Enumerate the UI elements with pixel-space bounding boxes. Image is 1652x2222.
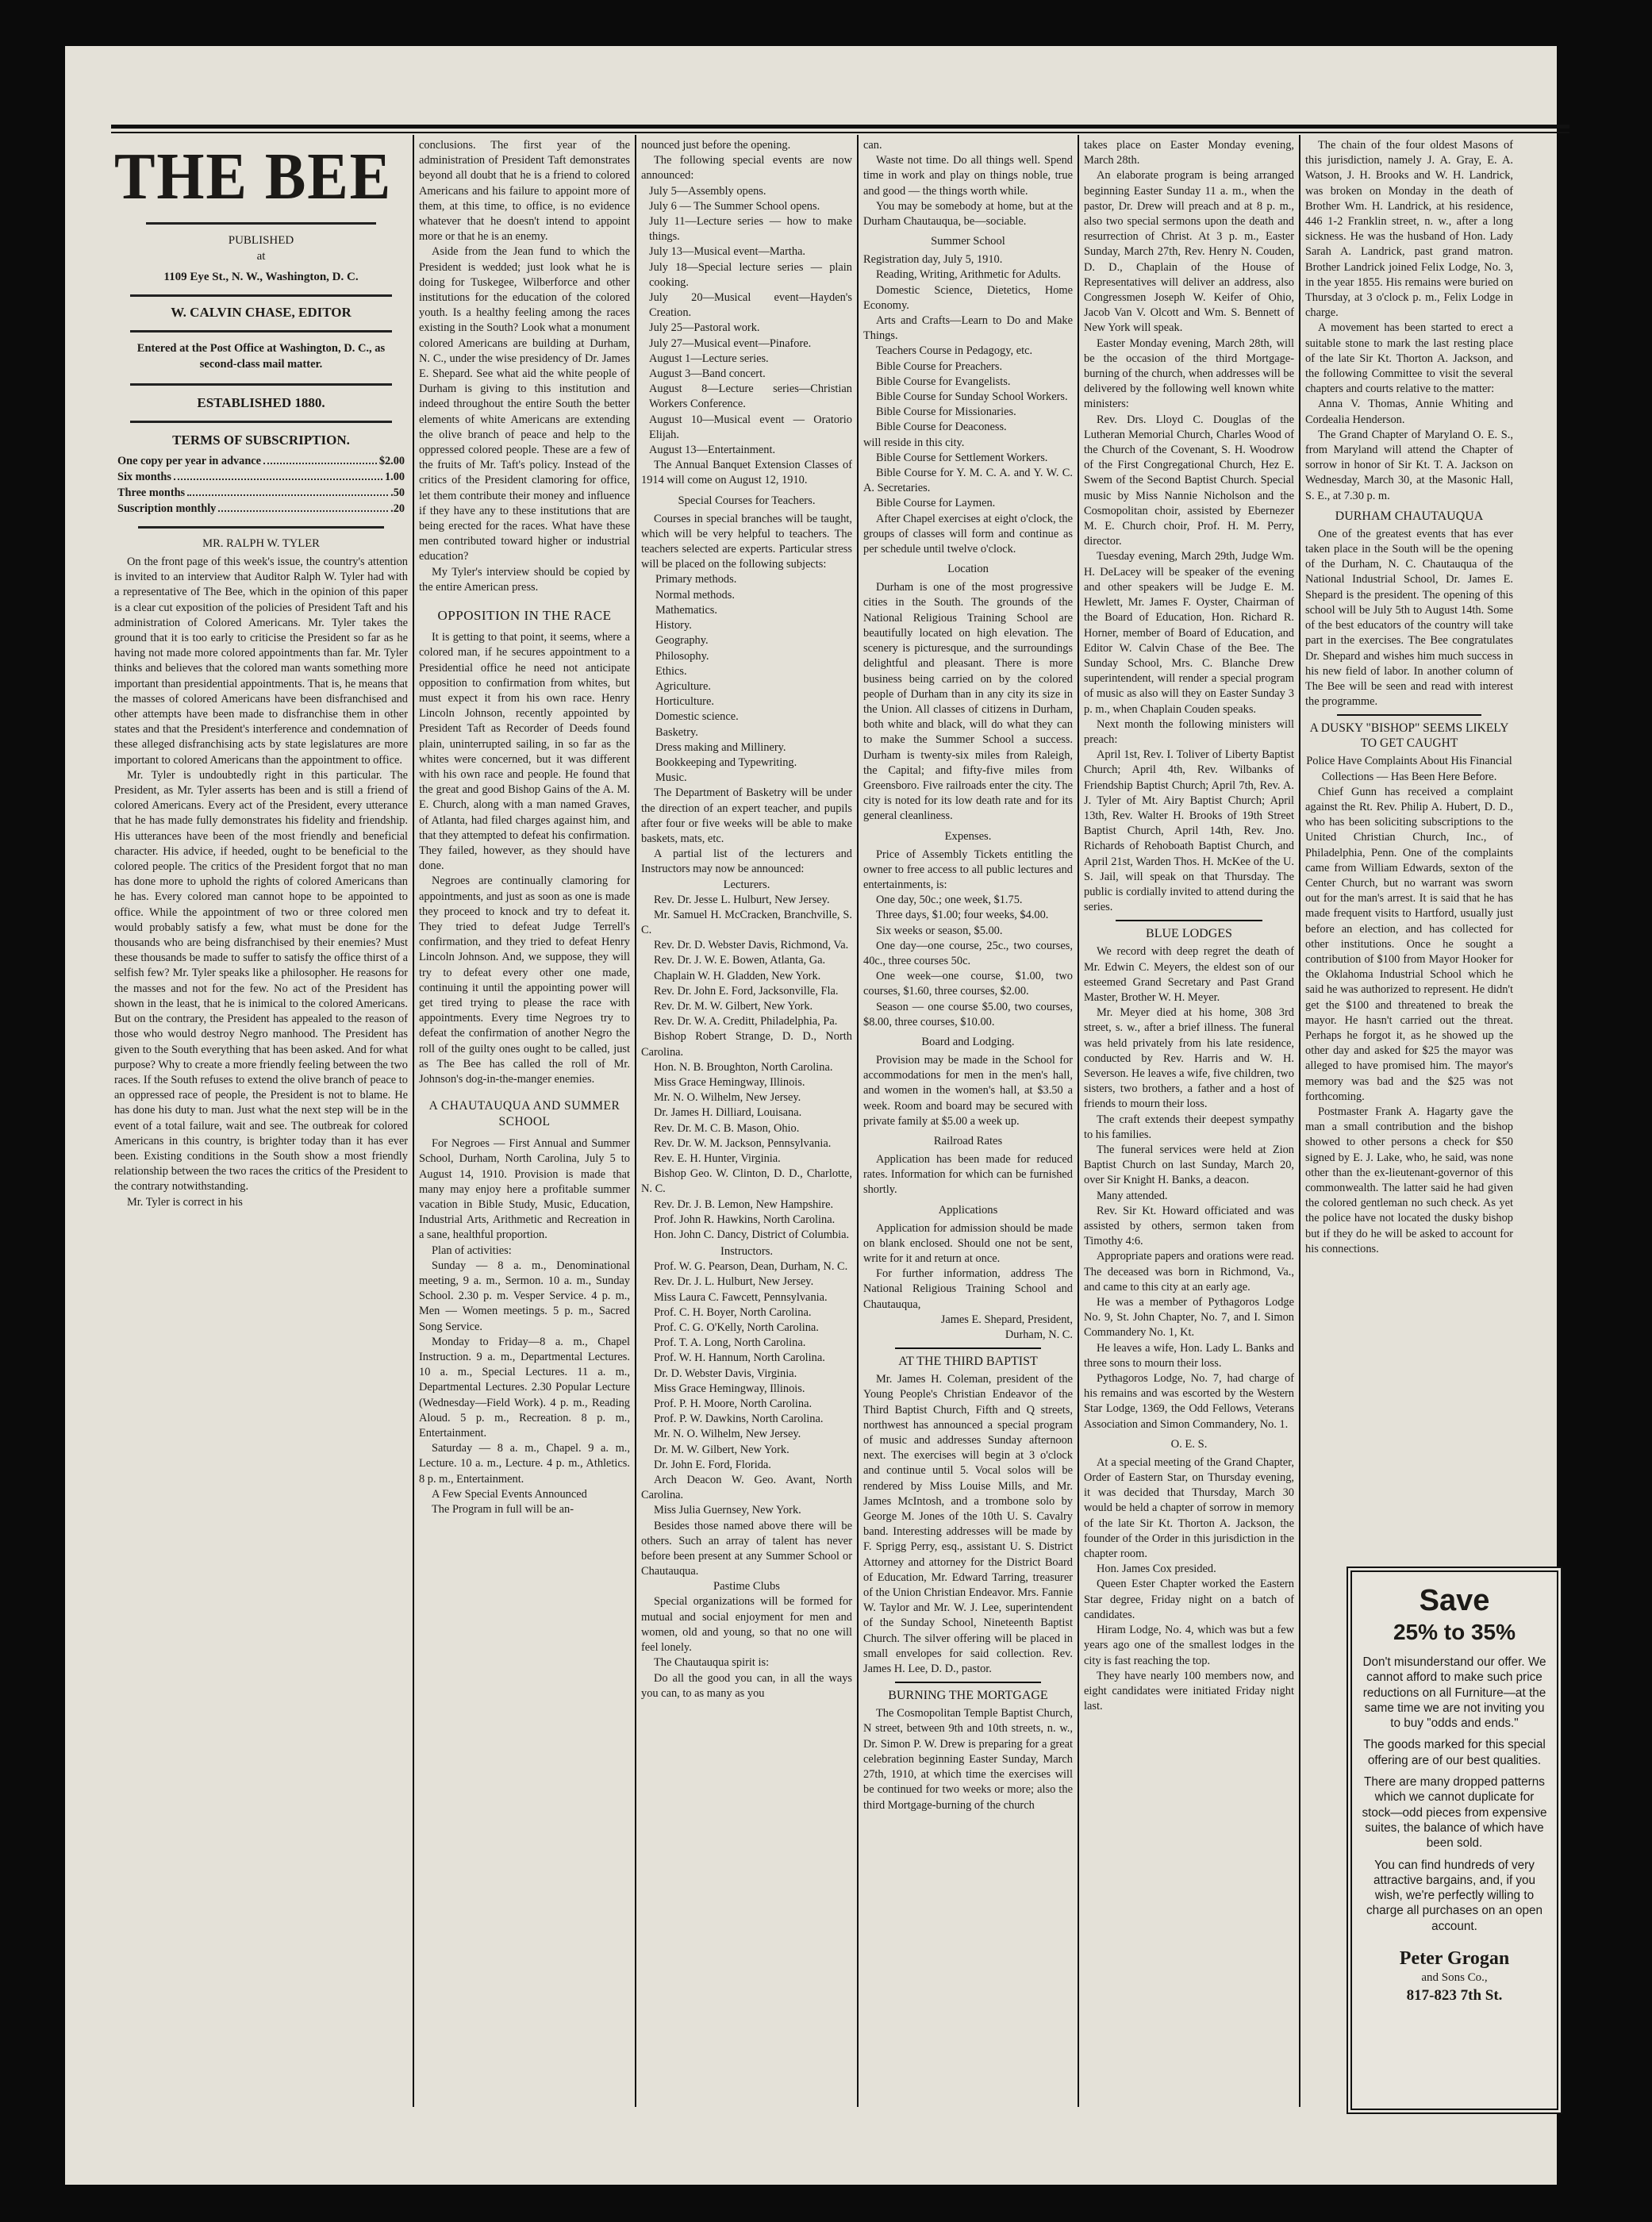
newspaper-page (65, 46, 1557, 2185)
list-item: Ethics. (655, 664, 687, 678)
list-item: Prof. T. A. Long, North Carolina. (654, 1336, 806, 1350)
subscription-row: Six months 1.00 (117, 471, 405, 483)
subscription-row: One copy per year in advance $2.00 (117, 455, 405, 467)
list-item: Rev. Dr. M. C. B. Mason, Ohio. (654, 1121, 800, 1135)
column-3 (641, 138, 852, 2108)
list-item: Mr. Samuel H. McCracken, Branchville, S. C. (641, 908, 852, 936)
article-paragraph: The Annual Banquet Extension Classes of 1914 will come on August 12, 1910. (641, 459, 852, 487)
postal-entry: Entered at the Post Office at Washington, D. C., as second-class mail matter. (136, 342, 386, 371)
list-item: Season — one course $5.00, two courses, $8.00, three courses, $10.00. (863, 1000, 1073, 1028)
list-item: Hon. N. B. Broughton, North Carolina. (654, 1060, 833, 1074)
list-item: Prof. C. H. Boyer, North Carolina. (654, 1305, 812, 1319)
list-item: Reading, Writing, Arithmetic for Adults. (876, 268, 1061, 282)
list-item: Miss Laura C. Fawcett, Pennsylvania. (654, 1290, 828, 1304)
article-heading: BURNING THE MORTGAGE (888, 1689, 1048, 1703)
list-item: Bible Course for Y. M. C. A. and Y. W. C. A. Secretaries. (863, 467, 1073, 495)
article-paragraph: It is getting to that point, it seems, where a colored man, if he secures appointment to a Presidential office he need not anticipate opposition to confirmation from whites, but must expect it from his own race. Henry Lincoln Johnson, recently appointed by President Taft as Recorder of Deeds found plain, uninterrupted sailing, in so far as the whites were concerned, but it was different with his own race and people. He found that the great and good Bishop Gains of the A. M. E. Church, along with a man named Graves, of Atlanta, had filed charges against him, and that they attempted to defeat his confirmation. They failed, however, as they should have done. (419, 631, 630, 873)
section-divider (895, 1682, 1041, 1683)
article-paragraph: Price of Assembly Tickets entitling the owner to free access to all public lectures and entertainments, is: (863, 848, 1073, 891)
article-paragraph: Mr. James H. Coleman, president of the Young People's Christian Endeavor of the Third Baptist Church, Fifth and Q streets, northwest has announced a special program of music and addresses Sunday afternoon next. The exercises will begin at 3 o'clock and continue until 5. Vocal solos will be rendered by Miss Louise Mills, and Mr. James McIntosh, and a trombone solo by George M. Jones of the 10th U. S. Cavalry band. Interesting addresses will be made by F. Sprigg Perry, esq., assistant U. S. District Attorney and attorney for the District Board of Education, Mr. Edward Tarring, treasurer of the Union Christian Endeavor. Mrs. Fannie W. Taylor and Mr. W. J. Lee, superintendent of the Sunday School, Nineteenth Baptist Church. The silver offering will be placed in small envelopes for said collection. Rev. James H. Lee, D. D., pastor. (863, 1373, 1073, 1676)
masthead-divider (130, 294, 392, 297)
article-paragraph: Application for admission should be made on blank enclosed. Should one not be sent, write for it and return at once. (863, 1221, 1073, 1265)
article-paragraph: They have nearly 100 members now, and eight candidates were initiated Friday night last. (1084, 1669, 1294, 1713)
article-paragraph: You may be somebody at home, but at the Durham Chautauqua, be—sociable. (863, 199, 1073, 229)
article-paragraph: Mr. Tyler is correct in his (127, 1195, 243, 1209)
article-paragraph: Rev. Sir Kt. Howard officiated and was assisted by others, sermon taken from Timothy 4:6. (1084, 1204, 1294, 1248)
top-rule-thin (111, 132, 1569, 133)
list-item: Geography. (655, 634, 709, 648)
article-paragraph: Saturday — 8 a. m., Chapel. 9 a. m., Lecture. 10 a. m., Lecture. 4 p. m., Athletics. 8 p. m., Entertainment. (419, 1442, 630, 1486)
list-item: One week—one course, $1.00, two courses, $1.60, three courses, $2.00. (863, 970, 1073, 998)
list-item: Bible Course for Preachers. (876, 359, 1003, 373)
article-heading: OPPOSITION IN THE RACE (437, 608, 612, 624)
subscription-row: Suscription monthly .20 (117, 502, 405, 515)
list-item: Dr. John E. Ford, Florida. (654, 1458, 771, 1471)
ad-address: 817-823 7th St. (1406, 1987, 1503, 2005)
masthead-divider (130, 330, 392, 333)
list-item: will reside in this city. (863, 436, 965, 449)
section-divider (895, 1347, 1041, 1349)
signature: James E. Shepard, President, (940, 1313, 1073, 1326)
article-heading: A DUSKY "BISHOP" SEEMS LIKELY TO GET CAUGHT (1309, 721, 1509, 751)
editor-name: W. CALVIN CHASE, EDITOR (171, 305, 352, 320)
article-paragraph: The Cosmopolitan Temple Baptist Church, N street, between 9th and 10th streets, n. w., Dr. Simon P. W. Drew is preparing for a great celebration beginning Easter Sunday, March 27th, 1910, at which time the exercises will be continued for two weeks or more; also the third Mortgage-burning of the church (863, 1707, 1073, 1812)
column-1 (114, 140, 408, 2108)
article-paragraph: Provision may be made in the School for accommodations for men in the men's hall, and women in the women's hall, at $3.50 a week. Room and board may be secured with private family at $5.00 a week up. (863, 1053, 1073, 1128)
column-5 (1084, 138, 1294, 2108)
article-paragraph: Tuesday evening, March 29th, Judge Wm. H. DeLacey will be speaker of the evening and other speakers will be Judge E. M. Hewlett, Mr. James F. Oyster, Chairman of the Board of Education, Hon. Richard R. Horner, member of Board of Education, and Editor W. Calvin Chase of the Bee. The Sunday School, Mrs. C. Blanche Drew superintendent, will render a special program of music as also will they on Easter Sunday 3 p. m., when Chaplain Couden speaks. (1084, 550, 1294, 716)
section-subheading: Special Courses for Teachers. (678, 494, 816, 507)
list-item: Three days, $1.00; four weeks, $4.00. (876, 909, 1049, 922)
ad-brand: Peter Grogan (1399, 1948, 1510, 1970)
ad-text: Don't misunderstand our offer. We cannot afford to make such price reductions on all Furniture—at the same time we are not inviting you to buy "odds and ends." (1362, 1655, 1546, 1731)
list-item: August 10—Musical event — Oratorio Elijah. (649, 413, 852, 441)
article-heading: BLUE LODGES (1146, 927, 1232, 941)
article-paragraph: Appropriate papers and orations were read. The deceased was born in Richmond, Va., and came to this city at an early age. (1084, 1250, 1294, 1294)
list-item: Music. (655, 771, 687, 785)
list-item: History. (655, 619, 692, 632)
article-paragraph: Easter Monday evening, March 28th, will be the occasion of the third Mortgage-burning of the church, when addresses will be delivered by the following well known white ministers: (1084, 336, 1294, 411)
list-item: Bishop Robert Strange, D. D., North Carolina. (641, 1030, 852, 1059)
list-item: Rev. Dr. John E. Ford, Jacksonville, Fla. (654, 984, 839, 998)
article-paragraph: For Negroes — First Annual and Summer School, Durham, North Carolina, July 5 to August 14, 1910. Provision is made that many may enjoy here a profitable summer vacation in Bible Study, Music, Education, Industrial Arts, Arithmetic and Recreation in a sane, healthful proportion. (419, 1137, 630, 1242)
list-item: Miss Grace Hemingway, Illinois. (654, 1075, 805, 1089)
column-2 (419, 138, 630, 2108)
list-item: July 11—Lecture series — how to make things. (649, 215, 852, 244)
article-paragraph: Negroes are continually clamoring for appointments, and just as soon as one is made they proceed to knock and try to defeat it. They tried to defeat Judge Terrell's confirmation, and they tried to defeat Henry Lincoln Johnson. And, we suppose, they will try to defeat every other one made, continuing it until the appointing power will get tired trying to please the race with appointments. Every time Negroes try to defeat the confirmation of another Negro the roll of the guilty ones ought to be called, just as The Bee has called the roll of Mr. Johnson's dog-in-the-manger enemies. (419, 875, 630, 1086)
published-at: at (256, 250, 266, 263)
ad-headline: Save (1419, 1584, 1490, 1617)
list-item: Rev. Dr. W. M. Jackson, Pennsylvania. (654, 1136, 832, 1150)
list-item: July 5—Assembly opens. (649, 184, 766, 198)
list-item: Dress making and Millinery. (655, 740, 786, 754)
column-4 (863, 138, 1073, 2108)
article-paragraph: Special organizations will be formed for mutual and social enjoyment for men and women, old and young, so that no one will feel lonely. (641, 1595, 852, 1655)
list-item: Miss Julia Guernsey, New York. (654, 1504, 801, 1517)
article-heading: O. E. S. (1170, 1437, 1208, 1451)
article-heading: AT THE THIRD BAPTIST (898, 1355, 1038, 1369)
article-paragraph: A Few Special Events Announced (432, 1487, 587, 1501)
article-paragraph: Queen Ester Chapter worked the Eastern Star degree, Friday night on a batch of candidates. (1084, 1578, 1294, 1621)
list-item: July 27—Musical event—Pinafore. (649, 336, 812, 350)
article-paragraph: Mr. Tyler is undoubtedly right in this particular. The President, as Mr. Tyler asserts has been and is still a friend of colored Americans. Every act of the President, every utterance that he has made fully demonstrates his fidelity and friendship. His utterances have been of the most friendly and beneficial character. His advice, if heeded, ought to be beneficial to the colored people. The critics of the President forgot that no man has done more to uphold the rights of colored Americans than he has. Every colored man cannot hope to be appointed to office. While the appointment of two or three colored men would probably satisfy a few, what must be done for the thousands who are being disfranchised by their enemies? Must these thousands be made to suffer to satisfy the office thirst of a selfish few? Mr. Tyler speaks like a philosopher. He reasons for the masses and not for the few. No act of the President has shown in the least, that he is inimical to the colored Americans. But on the contrary, the President has appealed to the reason of those who would destroy Negro manhood. The President has given to the South everything that has been asked. And for what purpose? Why to create a more friendly feeling between the two races. If the South refuses to extend the olive branch of peace to an oppressed race of people, the President is not to blame. He has done his duty to man. Just what the next step will be in the event of a total failure, wait and see. The outbreak for colored Americans in this country, is brighter today than it has ever been. Existing conditions in the South show a most friendly relationship between the two races the critics of the President to the contrary notwithstanding. (114, 768, 408, 1194)
column-divider (635, 135, 636, 2107)
article-paragraph: The craft extends their deepest sympathy to his families. (1084, 1113, 1294, 1141)
list-item: Prof. P. H. Moore, North Carolina. (654, 1397, 813, 1411)
article-subheading: Police Have Complaints About His Financial Collections — Has Been Here Before. (1306, 755, 1512, 783)
list-item: Bible Course for Laymen. (876, 497, 996, 510)
article-paragraph: Waste not time. Do all things well. Spend time in work and play on things noble, true and good — the things worth while. (863, 154, 1073, 198)
article-paragraph: Do all the good you can, in all the ways you can, to as many as you (641, 1671, 852, 1700)
ad-text: The goods marked for this special offering are of our best qualities. (1363, 1738, 1546, 1767)
list-item: Bible Course for Settlement Workers. (876, 451, 1048, 464)
article-paragraph: can. (863, 139, 882, 152)
list-item: August 13—Entertainment. (649, 444, 776, 457)
column-divider (413, 135, 414, 2107)
list-item: One day—one course, 25c., two courses, 40c., three courses 50c. (863, 939, 1073, 967)
article-paragraph: My Tyler's interview should be copied by the entire American press. (419, 565, 630, 594)
list-item: July 13—Musical event—Martha. (649, 245, 806, 259)
article-paragraph: Next month the following ministers will preach: (1084, 717, 1294, 746)
article-paragraph: Many attended. (1097, 1189, 1168, 1202)
list-item: Rev. Dr. M. W. Gilbert, New York. (654, 999, 813, 1013)
masthead-divider (130, 421, 392, 423)
list-item: Six weeks or season, $5.00. (876, 924, 1003, 937)
article-paragraph: Durham is one of the most progressive cities in the South. The grounds of the National Religious Training School are beautifully located on high elevation. The scenery is picturesque, and the surroundings delightful and pleasant. There is more business being carried on by the colored people of Durham than in any city its size in the Union. All classes of citizens in Durham, both white and black, will do what they can to make the Summer School a success. Durham is twenty-six miles from Raleigh, the Capital; and fifty-five miles from Greensboro. Five railroads enter the city. The city is noted for its low death rate and for its general cleanliness. (863, 581, 1073, 823)
list-item: Normal methods. (655, 588, 735, 602)
list-item: Agriculture. (655, 679, 711, 693)
article-paragraph: conclusions. The first year of the administration of President Taft demonstrates beyond all doubt that he is a friend to colored Americans and his failure to appoint more of them, at this time, to office, is no evidence whatever that he doesn't intend to appoint more or that he is an enemy. (419, 139, 630, 244)
list-item: Horticulture. (655, 695, 714, 709)
list-item: August 3—Band concert. (649, 367, 766, 381)
article-paragraph: takes place on Easter Monday evening, March 28th. (1084, 139, 1294, 167)
article-paragraph: Postmaster Frank A. Hagarty gave the man a small contribution and the bishop showed to other persons a check for $50 signed by E. J. Lake, who, he said, was none other than the ex-lieutenant-governor of this commonwealth. The latter said he had given the colored gentleman no such check. As yet the police have not located the dusky bishop but if they do he will be asked to account for his connections. (1305, 1105, 1513, 1255)
list-item: Mathematics. (655, 603, 717, 617)
article-paragraph: Sunday — 8 a. m., Denominational meeting, 9 a. m., Sermon. 10 a. m., Sunday School. 2.30 p. m. Vesper Service. 4 p. m., Men — Women meetings. 5 p. m., Sacred Song Service. (419, 1259, 630, 1333)
list-item: Miss Grace Hemingway, Illinois. (654, 1382, 805, 1395)
article-paragraph: We record with deep regret the death of Mr. Edwin C. Meyers, the eldest son of our esteemed Grand Secretary and Past Grand Master, Brother W. H. Meyer. (1084, 945, 1294, 1004)
masthead-title: THE BEE (114, 140, 393, 213)
article-paragraph: For further information, address The National Religious Training School and Chautauqua, (863, 1267, 1073, 1311)
subscription-rates (114, 453, 408, 517)
article-paragraph: Chief Gunn has received a complaint against the Rt. Rev. Philip A. Hubert, D. D., who has been soliciting subscriptions to the United Christian Church, Inc., of Philadelphia, Penn. One of the complaints came from William Edwards, sexton of the Center Church, but no warrant was sworn out for the man's arrest. It is said that he has made frequent visits to Hartford, usually just before an election, and has collected for other institutions. Once he sought a contribution of $100 from Mayor Hooker for the Oklahoma Industrial School which he said he was authorized to represent. He didn't get the $100 and threatened to break the mayor. He hasn't carried out the threat. Perhaps he forgot it, as he showed up the other day and asked for $25 the mayor was alleged to have promised him. The mayor's memory was bad and the $25 was not forthcoming. (1305, 785, 1513, 1103)
article-paragraph: The Program in full will be an- (432, 1503, 574, 1517)
article-paragraph: Hon. James Cox presided. (1097, 1563, 1216, 1576)
list-item: Prof. W. H. Hannum, North Carolina. (654, 1351, 825, 1365)
article-paragraph: On the front page of this week's issue, the country's attention is invited to an interview that Auditor Ralph W. Tyler had with a representative of The Bee, which in the opinion of this paper is a clear cut exposition of the policies of President Taft and his administration of Colored Americans. Mr. Tyler takes the ground that it is too early to criticise the President so far as he having not made more colored appointments than far. Mr. Tyler thinks and believes that the colored man wants something more important than presidential appointments. That is, he means that the masses of colored Americans have been disfranchised and other attempts have been made to disfranchise them in other states and that the President's interference and condemnation of these alleged disfranchising acts by state legislatures are more important to colored Americans than the appointment to office. (114, 556, 408, 767)
section-subheading: Applications (938, 1203, 998, 1217)
list-item: Dr. James H. Dilliard, Louisana. (654, 1106, 802, 1120)
list-item: Dr. M. W. Gilbert, New York. (654, 1443, 790, 1456)
list-item: Rev. Dr. J. L. Hulburt, New Jersey. (654, 1275, 814, 1289)
list-item: Mr. N. O. Wilhelm, New Jersey. (654, 1428, 801, 1441)
established-year: ESTABLISHED 1880. (197, 395, 325, 410)
article-paragraph: Plan of activities: (432, 1244, 512, 1257)
list-item: Rev. E. H. Hunter, Virginia. (654, 1152, 781, 1165)
article-paragraph: April 1st, Rev. I. Toliver of Liberty Baptist Church; April 4th, Rev. Wilbanks of Friendship Baptist Church; April 7th, Rev. A. J. Tyler of Mt. Airy Baptist Church; April 13th, Rev. Walter H. Brooks of 19th Street Baptist Church, April 14th, Rev. Jno. Richards of Rehoboath Baptist Church, and April 21st, Warden Thos. H. McKee of the U. S. Jail, will speak on that Thursday. The public is cordially invited to attend during the series. (1084, 748, 1294, 914)
list-item: Prof. P. W. Dawkins, North Carolina. (654, 1413, 824, 1426)
article-paragraph: Anna V. Thomas, Annie Whiting and Cordealia Henderson. (1305, 398, 1513, 426)
article-paragraph: Besides those named above there will be others. Such an array of talent has never before been present at any Summer School or Chautauqua. (641, 1519, 852, 1578)
article-paragraph: Pythagoros Lodge, No. 7, had charge of his remains and was escorted by the Western Star Lodge, 1369, the Odd Fellows, Veterans Association and Simon Commandery, No. 1. (1084, 1372, 1294, 1431)
list-item: Philosophy. (655, 649, 709, 663)
article-paragraph: Application has been made for reduced rates. Information for which can be furnished shortly. (863, 1152, 1073, 1197)
ad-text: There are many dropped patterns which we cannot duplicate for stock—odd pieces from expensive suites, the balance of which have been sold. (1362, 1775, 1547, 1851)
article-paragraph: The funeral services were held at Zion Baptist Church on last Sunday, March 20, over Sir Knight H. Banks, a deacon. (1084, 1144, 1294, 1187)
section-subheading: Summer School (931, 235, 1005, 248)
masthead-divider (146, 222, 376, 225)
section-subheading: Expenses. (944, 829, 992, 843)
article-paragraph: Hiram Lodge, No. 4, which was but a few years ago one of the smallest lodges in the city is fast reaching the top. (1084, 1624, 1294, 1667)
list-item: Prof. C. G. O'Kelly, North Carolina. (654, 1321, 819, 1335)
furniture-advertisement (1347, 1567, 1562, 2114)
subjects-list (655, 572, 852, 786)
column-divider (857, 135, 859, 2107)
list-item: Rev. Dr. J. B. Lemon, New Hampshire. (654, 1197, 834, 1211)
list-item: August 8—Lecture series—Christian Workers Conference. (649, 383, 852, 411)
list-item: One day, 50c.; one week, $1.75. (876, 894, 1023, 907)
section-subheading: Instructors. (720, 1245, 774, 1259)
ad-brand-sub: and Sons Co., (1421, 1971, 1488, 1985)
list-item: Bible Course for Sunday School Workers. (876, 390, 1068, 404)
list-item: Chaplain W. H. Gladden, New York. (654, 969, 821, 982)
article-heading: A CHAUTAUQUA AND SUMMER SCHOOL (428, 1099, 620, 1129)
list-item: July 25—Pastoral work. (649, 321, 760, 335)
article-paragraph: An elaborate program is being arranged beginning Easter Sunday 11 a. m., when the pastor, Dr. Drew will preach and at 8 p. m., also two special sermons upon the death and resurrection of Christ. At 3 p. m., Easter Sunday, March 27th, Rev. Henry N. Couden, D. D., Chaplain of the House of Representatives will deliver an address, also Congressmen Joseph W. Keifer of Ohio, Jacob Van V. Olcott and Wm. S. Bennett of New York will speak. (1084, 169, 1294, 335)
list-item: Bible Course for Missionaries. (876, 406, 1016, 419)
article-paragraph: He was a member of Pythagoros Lodge No. 9, St. John Chapter, No. 7, and I. Simon Commandery No. 1, Kt. (1084, 1296, 1294, 1340)
article-paragraph: A partial list of the lecturers and Instructors may now be announced: (641, 848, 852, 876)
article-paragraph: One of the greatest events that has ever taken place in the South will be the opening of the Durham, N. C. Chautauqua of the National Industrial School, Dr. James E. Shepard is the president. The opening of this school will be July 5th to August 14th. Some of the best educators of the country will take part in the exercises. The Bee congratulates Dr. Shepard and wishes him much success in his new field of labor. In another column of The Bee will be seen and read with interest the programme. (1305, 527, 1513, 709)
section-subheading: Pastime Clubs (713, 1580, 780, 1593)
list-item: Arch Deacon W. Geo. Avant, North Carolina. (641, 1474, 852, 1502)
list-item: Rev. Dr. W. A. Creditt, Philadelphia, Pa. (654, 1015, 838, 1028)
list-item: Mr. N. O. Wilhelm, New Jersey. (654, 1091, 801, 1105)
column-6 (1305, 138, 1513, 1519)
events-list (649, 184, 852, 459)
published-label: PUBLISHED (228, 234, 294, 247)
list-item: August 1—Lecture series. (649, 352, 769, 365)
top-rule (111, 125, 1569, 129)
list-item: Bookkeeping and Typewriting. (655, 755, 797, 769)
list-item: Prof. John R. Hawkins, North Carolina. (654, 1213, 836, 1226)
section-divider (1116, 920, 1262, 921)
article-paragraph: Mr. Meyer died at his home, 308 3rd street, s. w., after a brief illness. The funeral was held privately from his late residence, conducted by Rev. Harris and W. H. Severson. He leaves a wife, five children, two sisters, two brothers, a father and a host of friends to mourn their loss. (1084, 1006, 1294, 1111)
section-subheading: Location (947, 563, 989, 576)
article-paragraph: The Grand Chapter of Maryland O. E. S., from Maryland will attend the Chapter of sorrow in honor of Sir Kt. T. A. Jackson on Wednesday, March 30, at the Masonic Hall, S. E., at 7.30 p. m. (1305, 428, 1513, 502)
article-heading: MR. RALPH W. TYLER (202, 537, 320, 550)
column-divider (1078, 135, 1079, 2107)
article-paragraph: Courses in special branches will be taught, which will be very helpful to teachers. The teachers selected are experts. Particular stress will be placed on the following subjects: (641, 512, 852, 571)
list-item: Prof. W. G. Pearson, Dean, Durham, N. C. (654, 1260, 848, 1274)
subscription-row: Three months .50 (117, 486, 405, 499)
list-item: Hon. John C. Dancy, District of Columbia. (654, 1228, 850, 1242)
article-paragraph: The Department of Basketry will be under the direction of an expert teacher, and pupils after four or five weeks will be able to make baskets, mats, etc. (641, 786, 852, 845)
list-item: July 6 — The Summer School opens. (649, 199, 820, 213)
article-heading: DURHAM CHAUTAUQUA (1335, 509, 1484, 523)
list-item: Dr. D. Webster Davis, Virginia. (654, 1367, 797, 1380)
list-item: Domestic Science, Dietetics, Home Economy. (863, 283, 1073, 312)
list-item: July 18—Special lecture series — plain cooking. (649, 260, 852, 289)
list-item: Rev. Dr. Jesse L. Hulburt, New Jersey. (654, 893, 830, 906)
list-item: Rev. Dr. J. W. E. Bowen, Atlanta, Ga. (654, 954, 826, 967)
list-item: Arts and Crafts—Learn to Do and Make Things. (863, 314, 1073, 343)
column-divider (1299, 135, 1300, 2107)
article-paragraph: A movement has been started to erect a suitable stone to mark the last resting place of the late Sir Kt. Thorton A. Jackson, and the following Committee to visit the several chapters and courts relative to the matter: (1305, 321, 1513, 396)
masthead-divider (138, 526, 384, 529)
section-subheading: Board and Lodging. (921, 1035, 1015, 1048)
ad-percent: 25% to 35% (1393, 1620, 1516, 1644)
list-item: Bishop Geo. W. Clinton, D. D., Charlotte, N. C. (641, 1167, 852, 1196)
article-paragraph: Aside from the Jean fund to which the President is wedded; just look what he is doing for Tuskegee, Wilberforce and other institutions for the education of the colored youth. Is a healthy feeling among the races existing in the South? Look what a monument colored Americans are building at Durham, N. C., under the wise presidency of Dr. James E. Shepard. See what aid the white people of Durham is giving to this institution and indeed throughout the entire South the better elements of white Americans are extending the olive branch of peace and help to the oppressed colored people. These are a few of the fruits of Mr. Taft's policy. Instead of the critics of the President clamoring for office, let them contribute their money and influence if they have any to these institutions that are being erected for the races. What have these men contributed toward higher or industrial education? (419, 245, 630, 563)
list-item: Primary methods. (655, 573, 737, 586)
masthead (114, 140, 408, 529)
terms-heading: TERMS OF SUBSCRIPTION. (172, 432, 350, 448)
list-item: Teachers Course in Pedagogy, etc. (876, 344, 1033, 358)
ad-text: You can find hundreds of very attractive bargains, and, if you wish, we're perfectly willing to charge all purchases on an open account. (1366, 1858, 1543, 1933)
article-paragraph: He leaves a wife, Hon. Lady L. Banks and three sons to mourn their loss. (1084, 1341, 1294, 1370)
article-paragraph: At a special meeting of the Grand Chapter, Order of Eastern Star, on Thursday evening, it was decided that Thursday, March 30 would be held a chapter of sorrow in memory of the late Sir Kt. Thorton A. Jackson, the founder of the Order in this jurisdiction in the chapter room. (1084, 1455, 1294, 1561)
masthead-divider (130, 383, 392, 386)
list-item: July 20—Musical event—Hayden's Creation. (649, 291, 852, 320)
article-paragraph: The Chautauqua spirit is: (654, 1656, 770, 1670)
article-paragraph: The following special events are now announced: (641, 154, 852, 183)
article-paragraph: After Chapel exercises at eight o'clock, the groups of classes will form and continue as per schedule until twelve o'clock. (863, 512, 1073, 556)
article-paragraph: The chain of the four oldest Masons of this jurisdiction, namely J. A. Gray, E. A. Watson, J. H. Brooks and W. H. Landrick, was broken on Monday in the death of Brother Wm. H. Landrick, at his residence, 446 1-2 Franklin street, n. w., after a long sickness. He was the husband of Hon. Lady Sarah A. Landrick, past grand matron. Brother Landrick joined Felix Lodge, No. 3, in the year 1855. His remains were buried on Thursday, at 3 o'clock p. m., Felix Lodge in charge. (1305, 139, 1513, 320)
signature-place: Durham, N. C. (1005, 1328, 1073, 1342)
article-paragraph: nounced just before the opening. (641, 139, 791, 152)
section-subheading: Railroad Rates (933, 1134, 1003, 1148)
list-item: Domestic science. (655, 710, 739, 724)
office-address: 1109 Eye St., N. W., Washington, D. C. (163, 271, 359, 283)
list-item: Rev. Dr. D. Webster Davis, Richmond, Va. (654, 939, 849, 952)
article-paragraph: Rev. Drs. Lloyd C. Douglas of the Lutheran Memorial Church, Charles Wood of the Church of the Covenant, S. H. Woodrow of the First Congregational Church, Hez E. Swem of the Second Baptist Church. Special music by Miss Nannie Nicholson and the Cosmopolitan choir, assisted by Ebernezer M. E. Church choir, Prof. H. M. Perry, director. (1084, 413, 1294, 548)
list-item: Basketry. (655, 725, 698, 739)
section-divider (1337, 714, 1481, 716)
list-item: Bible Course for Evangelists. (876, 375, 1011, 388)
section-subheading: Lecturers. (723, 878, 770, 891)
article-paragraph: Monday to Friday—8 a. m., Chapel Instruction. 9 a. m., Departmental Lectures. 10 a. m., Special Lectures. 11 a. m., Departmental Lectures. 2.30 Popular Lecture (Wednesday—Field Work). 4 p. m., Reading Aloud. 5 p. m., Recreation. 8 p. m., Entertainment. (419, 1335, 630, 1440)
list-item: Bible Course for Deaconess. (876, 421, 1007, 434)
article-paragraph: Registration day, July 5, 1910. (863, 253, 1003, 267)
